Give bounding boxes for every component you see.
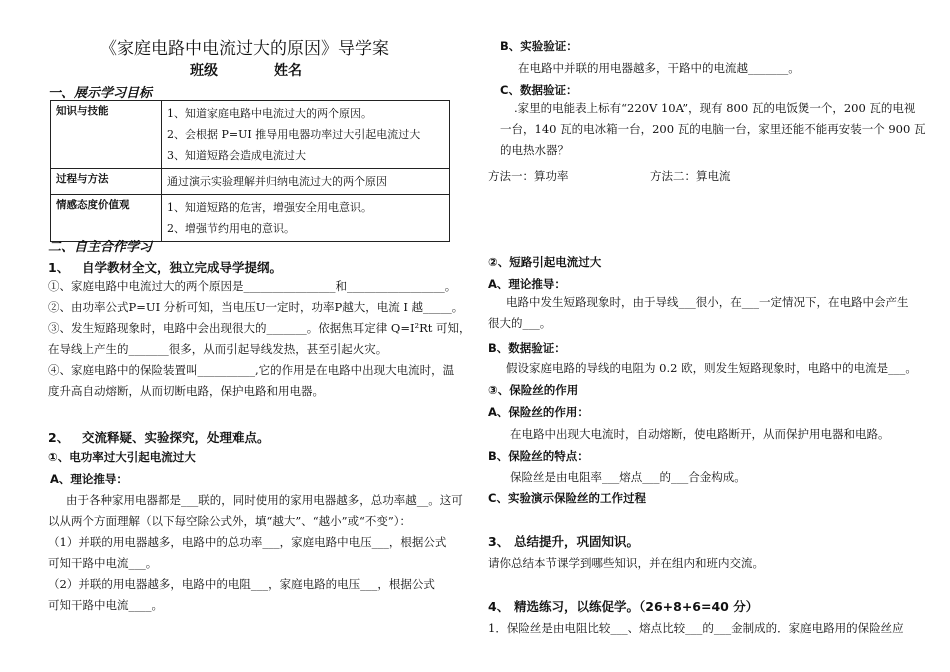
sub2-title: 交流释疑、实验探究，处理难点。 (82, 430, 270, 445)
B-text: 在电路中并联的用电器越多，干路中的电流越_______。 (518, 61, 800, 75)
section2-heading: 二、自主合作学习 (48, 240, 153, 255)
text-line: 可知干路中电流___。 (48, 556, 158, 570)
text-line: 电路中发生短路现象时，由于导线___很小，在___一定情况下，在电路中会产生 (506, 295, 909, 309)
part3-A-text: 在电路中出现大电流时，自动熔断，使电路断开，从而保护用电器和电路。 (510, 427, 890, 441)
text-line: 的电热水器？ (500, 143, 569, 157)
text-line: 很大的___。 (488, 316, 552, 330)
goal-item: 2、增强节约用电的意识。 (167, 222, 295, 235)
name-label: 姓名 (274, 63, 302, 79)
goal-category: 情感态度价值观 (51, 195, 162, 242)
text-line: 在导线上产生的_______很多，从而引起导线发热，甚至引起火灾。 (48, 342, 388, 356)
sub1-number: 1、 (48, 260, 70, 275)
part2-title: ②、短路引起电流过大 (488, 255, 602, 269)
sub1-lines (48, 276, 471, 402)
goal-item: 通过演示实验理解并归纳电流过大的两个原因 (167, 175, 387, 188)
text-line: （2）并联的用电器越多，电路中的电阻___，家庭电路的电压___，根据公式 (48, 577, 435, 591)
goal-items (162, 195, 450, 242)
part3-C-label: C、实验演示保险丝的工作过程 (488, 491, 646, 505)
sub4-text: 1．保险丝是由电阻比较___、熔点比较___的___金制成的．家庭电路用的保险丝应 (488, 621, 904, 635)
text-line: 一台，140 瓦的电冰箱一台，200 瓦的电脑一台，家里还能不能再安装一个 900 瓦 (500, 122, 926, 136)
goal-item: 1、知道短路的危害，增强安全用电意识。 (167, 201, 372, 214)
text-line: ①、家庭电路中电流过大的两个原因是________________和_________________。 (48, 279, 457, 293)
table-row (51, 195, 450, 242)
goal-item: 2、会根据 P=UI 推导用电器功率过大引起电流过大 (167, 128, 421, 141)
text-line: 以从两个方面理解（以下每空除公式外，填“越大”、“越小”或“不变”）： (48, 514, 412, 528)
text-line: .家里的电能表上标有“220V 10A”，现有 800 瓦的电饭煲一个，200 瓦的电视 (514, 101, 916, 115)
part2-A-label: A、理论推导： (488, 277, 566, 291)
learning-goals-table (50, 100, 450, 242)
sub3-title: 总结提升，巩固知识。 (514, 534, 640, 549)
part1-A-lines (48, 490, 468, 616)
text-line: ④、家庭电路中的保险装置叫__________,它的作用是在电路中出现大电流时，温 (48, 363, 455, 377)
goal-items (162, 101, 450, 169)
goal-item: 3、知道短路会造成电流过大 (167, 149, 306, 162)
part2-B-label: B、数据验证： (488, 341, 566, 355)
text-line: ③、发生短路现象时，电路中会出现很大的_______。依据焦耳定律 Q=I²Rt 可知， (48, 321, 471, 335)
method1-label: 方法一：算功率 (488, 169, 569, 183)
text-line: 由于各种家用电器都是___联的，同时使用的家用电器越多，总功率越__。这可 (66, 493, 463, 507)
class-label: 班级 (190, 63, 218, 79)
part3-B-text: 保险丝是由电阻率___熔点___的___合金构成。 (510, 470, 746, 484)
C-lines (500, 98, 926, 161)
part3-title: ③、保险丝的作用 (488, 383, 579, 397)
page-title: 《家庭电路中电流过大的原因》导学案 (100, 39, 389, 59)
goal-item: 1、知道家庭电路中电流过大的两个原因。 (167, 107, 372, 120)
goal-items (162, 169, 450, 195)
text-line: ②、由功率公式P=UI 分析可知，当电压U一定时，功率P越大，电流 I 越_____。 (48, 300, 464, 314)
method2-label: 方法二：算电流 (650, 169, 731, 183)
text-line: 可知干路中电流____。 (48, 598, 163, 612)
part1-A-label: A、理论推导： (50, 472, 128, 486)
text-line: 度升高自动熔断，从而切断电路，保护电路和用电器。 (48, 384, 324, 398)
text-line: （1）并联的用电器越多，电路中的总功率___，家庭电路中电压___，根据公式 (48, 535, 447, 549)
table-row (51, 169, 450, 195)
part3-A-label: A、保险丝的作用： (488, 405, 589, 419)
sub1-title: 自学教材全文，独立完成导学提纲。 (82, 260, 283, 275)
sub4-number: 4、 (488, 599, 510, 614)
goal-category: 过程与方法 (51, 169, 162, 195)
section1-heading: 一、展示学习目标 (48, 86, 153, 101)
C-title: C、数据验证： (500, 83, 578, 97)
sub2-number: 2、 (48, 430, 70, 445)
table-row (51, 101, 450, 169)
part2-A-lines (488, 292, 920, 334)
goal-category: 知识与技能 (51, 101, 162, 169)
sub3-number: 3、 (488, 534, 510, 549)
sub3-text: 请你总结本节课学到哪些知识，并在组内和班内交流。 (488, 556, 764, 570)
B-title: B、实验验证： (500, 39, 578, 53)
part2-B-text: 假设家庭电路的导线的电阻为 0.2 欧，则发生短路现象时，电路中的电流是___。 (506, 361, 917, 375)
part3-B-label: B、保险丝的特点： (488, 449, 589, 463)
sub4-title: 精选练习，以练促学。（26+8+6=40 分） (514, 599, 759, 614)
part1-title: ①、电功率过大引起电流过大 (48, 450, 196, 464)
